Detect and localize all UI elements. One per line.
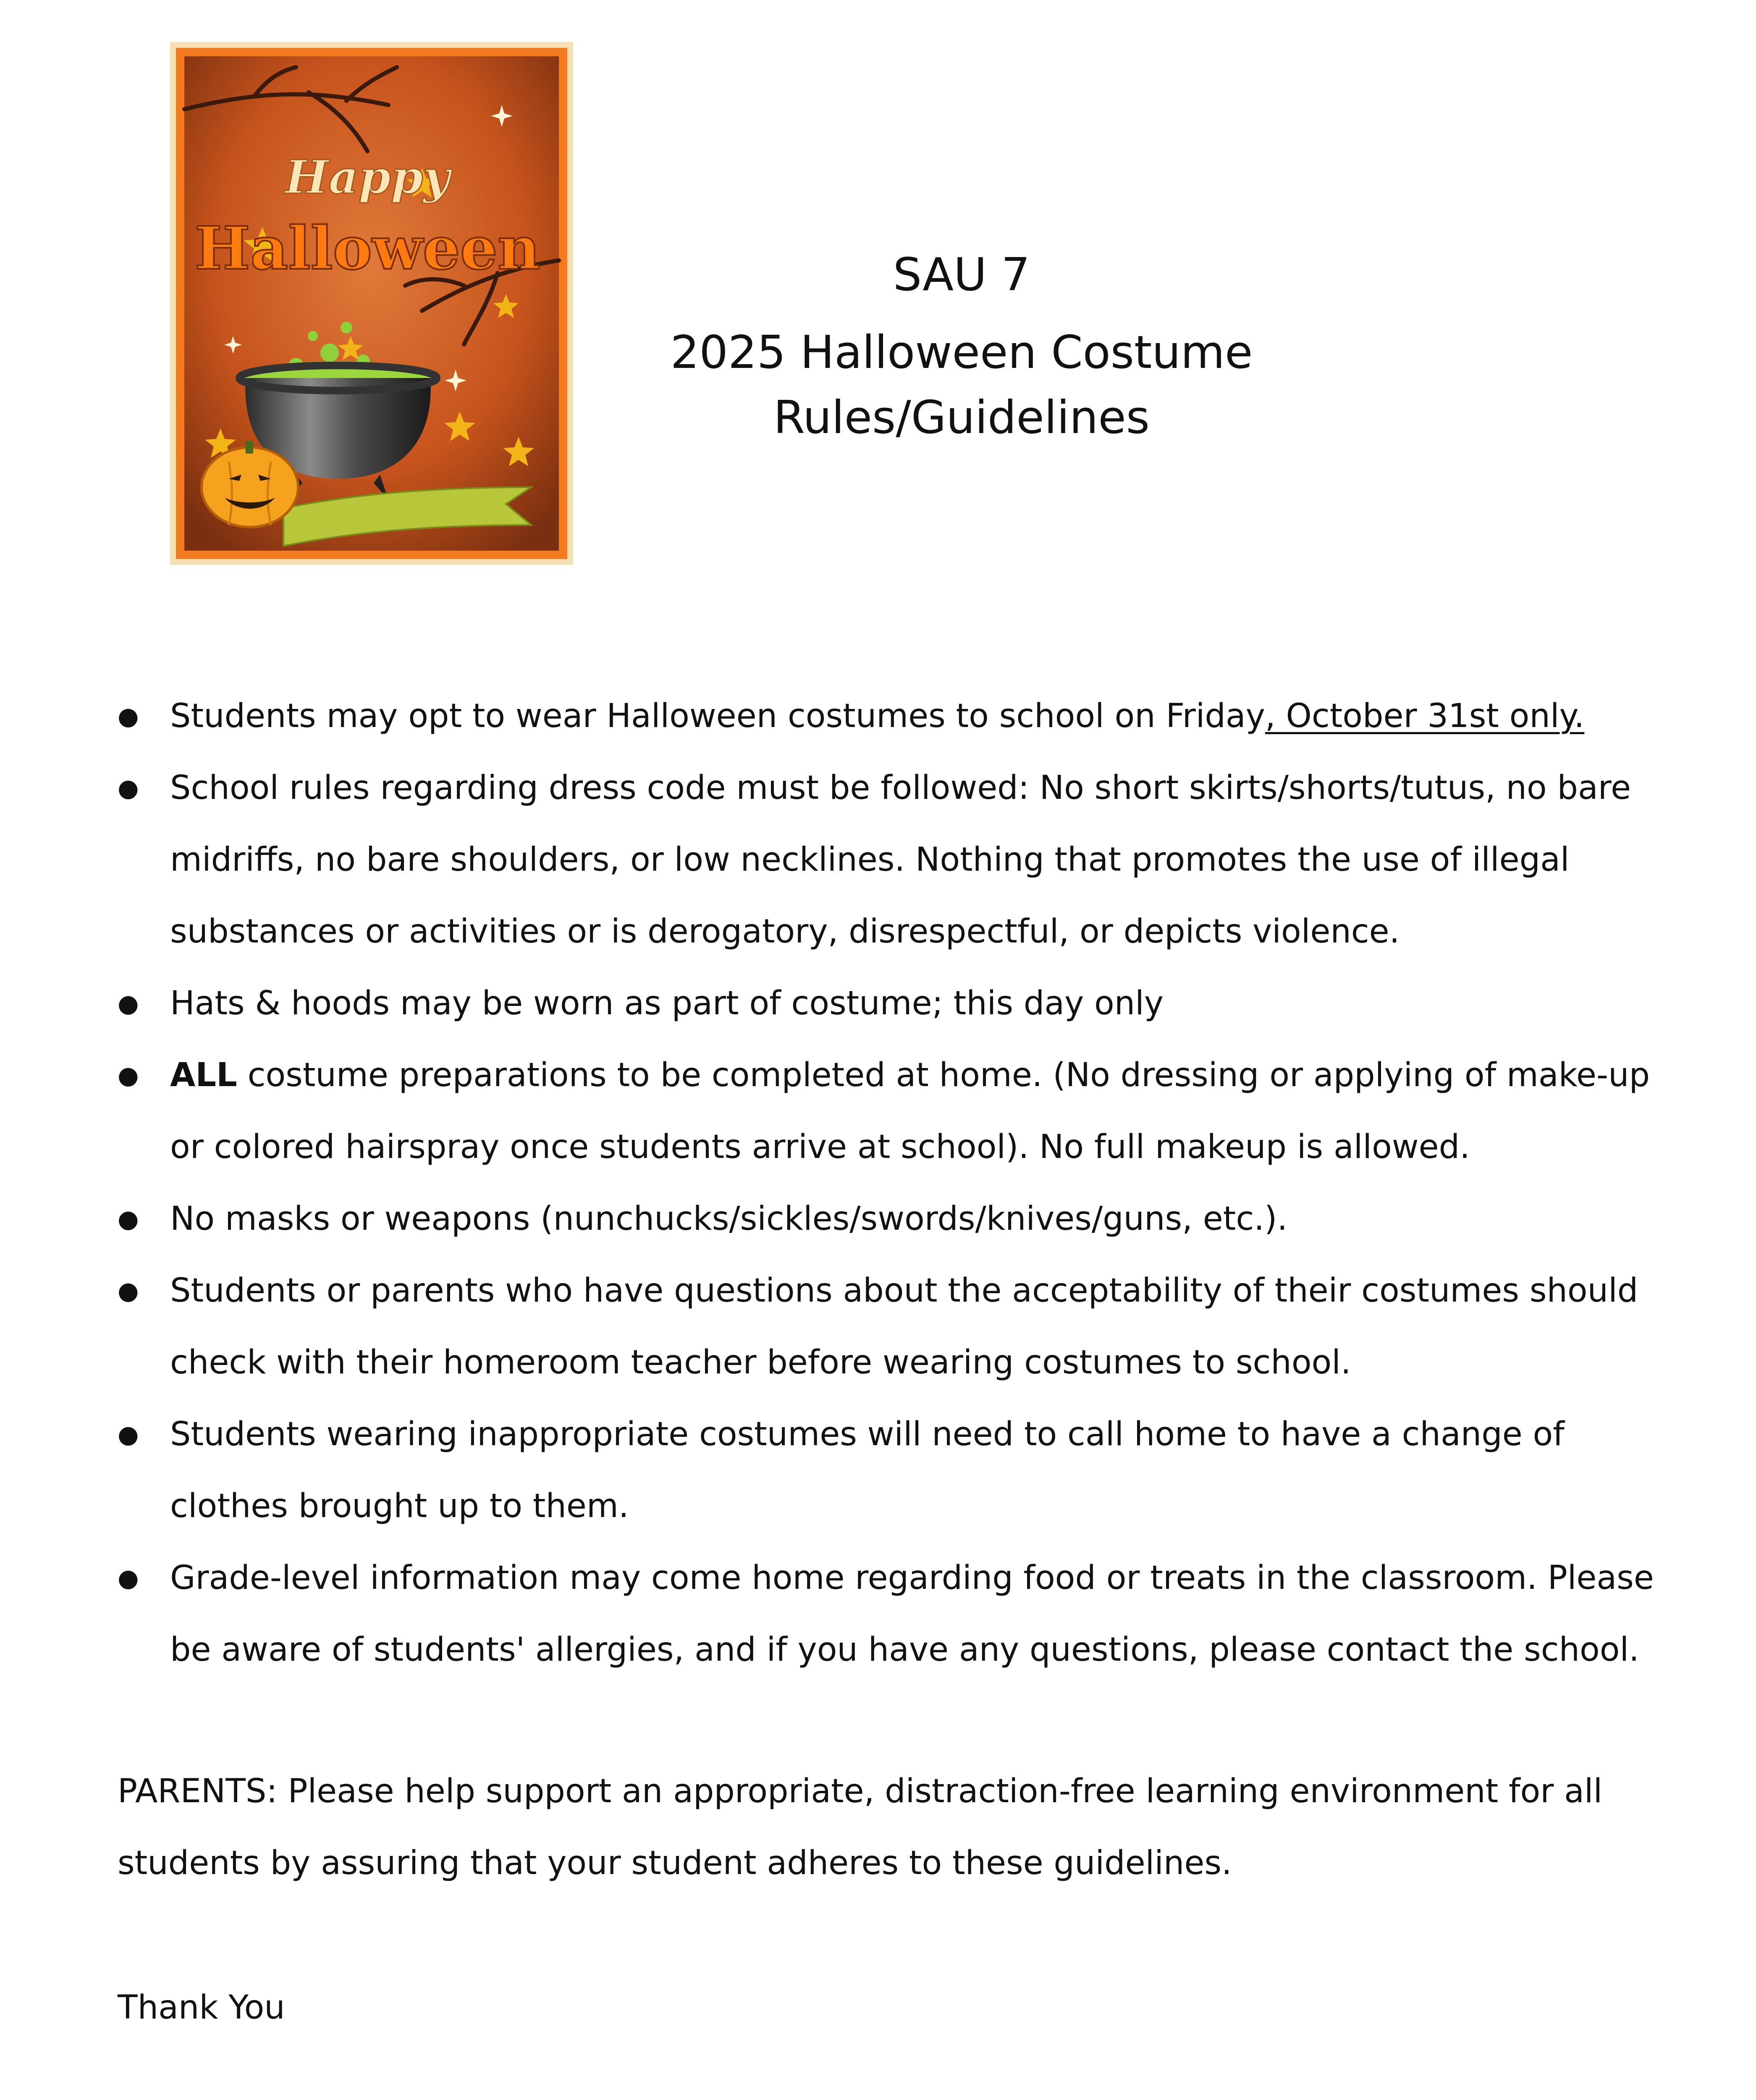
poster-happy-text: Happy (285, 150, 450, 204)
bullet-icon: ● (118, 1205, 139, 1233)
rule-text: Hats & hoods may be worn as part of costume; this day only (170, 984, 1164, 1022)
bullet-icon: ● (118, 774, 139, 802)
halloween-poster-image (170, 42, 573, 565)
list-item (118, 1255, 1671, 1399)
rule-text: Grade-level information may come home regarding food or treats in the classroom. Please be aware of students' allergies, and if you have any questions, please contact the school. (170, 1559, 1654, 1669)
bullet-icon: ● (118, 1276, 139, 1305)
rule-text: Students wearing inappropriate costumes will need to call home to have a change of clothes brought up to them. (170, 1415, 1565, 1525)
bullet-icon: ● (118, 1420, 139, 1449)
list-item (118, 968, 1671, 1040)
parents-note: PARENTS: Please help support an appropriate, distraction-free learning environment for all students by assuring that your student adheres to these guidelines. (118, 1772, 1603, 1882)
poster-halloween-text: Halloween (194, 214, 540, 283)
page-title: 2025 Halloween Costume (670, 326, 1253, 379)
rule-text: Students or parents who have questions about the acceptability of their costumes should check with their homeroom teacher before wearing costumes to school. (170, 1272, 1638, 1381)
rule-date-underlined: , October 31st only. (1265, 697, 1585, 735)
list-item (118, 752, 1671, 968)
rules-list (118, 680, 1671, 1686)
bullet-icon: ● (118, 702, 139, 730)
rule-text: costume preparations to be completed at home. (No dressing or applying of make-up or colored hairspray once students arrive at school). No full makeup is allowed. (170, 1056, 1650, 1166)
list-item (118, 1040, 1671, 1183)
bullet-icon: ● (118, 1564, 139, 1592)
rule-text: Students may opt to wear Halloween costumes to school on Friday (170, 697, 1265, 735)
list-item (118, 1399, 1671, 1542)
list-item (118, 680, 1671, 752)
rule-text: No masks or weapons (nunchucks/sickles/swords/knives/guns, etc.). (170, 1200, 1288, 1238)
bullet-icon: ● (118, 989, 139, 1018)
bullet-icon: ● (118, 1061, 139, 1089)
organization-heading: SAU 7 (893, 249, 1030, 301)
rule-text: School rules regarding dress code must be followed: No short skirts/shorts/tutus, no bare midriffs, no bare shoulders, or low necklines. Nothing that promotes the use of illegal substances or activities or is derogatory, disrespectful, or depicts violence. (170, 769, 1631, 950)
thank-you-text: Thank You (118, 1989, 285, 2026)
rule-bold-text: ALL (170, 1056, 237, 1094)
list-item (118, 1183, 1671, 1255)
list-item (118, 1542, 1671, 1686)
page-subtitle: Rules/Guidelines (773, 391, 1150, 444)
